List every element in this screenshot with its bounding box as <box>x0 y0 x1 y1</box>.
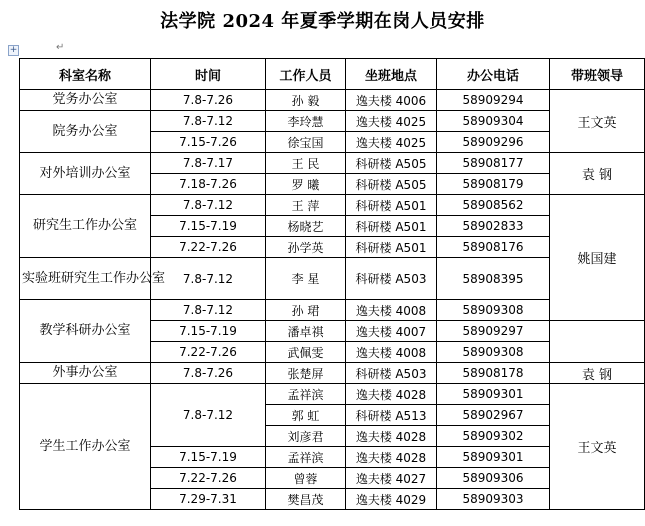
table-row <box>20 90 645 111</box>
time-cell: 7.18-7.26 <box>151 174 266 195</box>
phone-cell: 58908395 <box>437 258 550 300</box>
time-cell: 7.15-7.19 <box>151 216 266 237</box>
phone-cell: 58908177 <box>437 153 550 174</box>
table-row <box>20 153 645 174</box>
staff-cell: 王 萍 <box>266 195 346 216</box>
header-row <box>20 59 645 90</box>
phone-cell: 58909304 <box>437 111 550 132</box>
phone-cell: 58909306 <box>437 468 550 489</box>
dept-name: 外事办公室 <box>20 363 151 384</box>
dept-name: 研究生工作办公室 <box>20 195 151 258</box>
leader-cell: 袁 钢 <box>550 363 645 384</box>
header-location: 坐班地点 <box>346 59 437 90</box>
location-cell: 逸夫楼 4025 <box>346 111 437 132</box>
location-cell: 科研楼 A503 <box>346 258 437 300</box>
table-move-handle-icon[interactable]: + <box>9 45 18 55</box>
staff-cell: 杨晓艺 <box>266 216 346 237</box>
staff-cell: 武佩雯 <box>266 342 346 363</box>
location-cell: 逸夫楼 4029 <box>346 489 437 510</box>
header-staff: 工作人员 <box>266 59 346 90</box>
dept-name: 院务办公室 <box>20 111 151 153</box>
leader-cell: 王文英 <box>550 384 645 510</box>
staff-cell: 李 星 <box>266 258 346 300</box>
phone-cell: 58909308 <box>437 300 550 321</box>
location-cell: 科研楼 A505 <box>346 153 437 174</box>
time-cell: 7.15-7.19 <box>151 447 266 468</box>
phone-cell: 58908178 <box>437 363 550 384</box>
header-dept: 科室名称 <box>20 59 151 90</box>
time-cell: 7.8-7.17 <box>151 153 266 174</box>
dept-name: 党务办公室 <box>20 90 151 111</box>
header-phone: 办公电话 <box>437 59 550 90</box>
dept-name: 学生工作办公室 <box>20 384 151 510</box>
staff-cell: 樊昌茂 <box>266 489 346 510</box>
phone-cell: 58909308 <box>437 342 550 363</box>
location-cell: 逸夫楼 4028 <box>346 447 437 468</box>
time-cell: 7.8-7.12 <box>151 258 266 300</box>
header-time: 时间 <box>151 59 266 90</box>
staff-cell: 潘卓祺 <box>266 321 346 342</box>
staff-cell: 李玲慧 <box>266 111 346 132</box>
phone-cell: 58909294 <box>437 90 550 111</box>
location-cell: 科研楼 A501 <box>346 195 437 216</box>
time-cell: 7.8-7.12 <box>151 195 266 216</box>
staff-cell: 王 民 <box>266 153 346 174</box>
staff-cell: 孙学英 <box>266 237 346 258</box>
table-row <box>20 363 645 384</box>
time-cell: 7.15-7.19 <box>151 321 266 342</box>
staff-cell: 孟祥滨 <box>266 384 346 405</box>
location-cell: 科研楼 A501 <box>346 237 437 258</box>
table-row <box>20 195 645 216</box>
phone-cell: 58909303 <box>437 489 550 510</box>
dept-name: 对外培训办公室 <box>20 153 151 195</box>
phone-cell: 58908562 <box>437 195 550 216</box>
time-cell: 7.22-7.26 <box>151 237 266 258</box>
leader-cell: 姚国建 <box>550 195 645 321</box>
dept-name: 教学科研办公室 <box>20 300 151 363</box>
location-cell: 逸夫楼 4007 <box>346 321 437 342</box>
phone-cell: 58908179 <box>437 174 550 195</box>
location-cell: 科研楼 A505 <box>346 174 437 195</box>
time-cell: 7.8-7.12 <box>151 111 266 132</box>
time-cell: 7.8-7.26 <box>151 363 266 384</box>
document-title: 法学院 2024 年夏季学期在岗人员安排 <box>160 11 485 32</box>
time-cell: 7.22-7.26 <box>151 468 266 489</box>
duty-schedule-table <box>19 58 645 510</box>
phone-cell: 58902833 <box>437 216 550 237</box>
table-row <box>20 384 645 405</box>
staff-cell: 孙 珺 <box>266 300 346 321</box>
time-cell: 7.8-7.12 <box>151 384 266 447</box>
location-cell: 科研楼 A513 <box>346 405 437 426</box>
location-cell: 逸夫楼 4027 <box>346 468 437 489</box>
phone-cell: 58909296 <box>437 132 550 153</box>
location-cell: 科研楼 A501 <box>346 216 437 237</box>
location-cell: 逸夫楼 4006 <box>346 90 437 111</box>
staff-cell: 刘彦君 <box>266 426 346 447</box>
leader-cell: 袁 钢 <box>550 153 645 195</box>
phone-cell: 58908176 <box>437 237 550 258</box>
staff-cell: 罗 曦 <box>266 174 346 195</box>
time-cell: 7.29-7.31 <box>151 489 266 510</box>
location-cell: 科研楼 A503 <box>346 363 437 384</box>
location-cell: 逸夫楼 4008 <box>346 300 437 321</box>
phone-cell: 58909301 <box>437 447 550 468</box>
time-cell: 7.8-7.12 <box>151 300 266 321</box>
location-cell: 逸夫楼 4025 <box>346 132 437 153</box>
time-cell: 7.22-7.26 <box>151 342 266 363</box>
dept-name: 实验班研究生工作办公室 <box>20 258 151 300</box>
time-cell: 7.8-7.26 <box>151 90 266 111</box>
header-leader: 带班领导 <box>550 59 645 90</box>
phone-cell: 58909297 <box>437 321 550 342</box>
staff-cell: 孟祥滨 <box>266 447 346 468</box>
staff-cell: 郭 虹 <box>266 405 346 426</box>
leader-cell: 王文英 <box>550 90 645 153</box>
staff-cell: 张楚屏 <box>266 363 346 384</box>
time-cell: 7.15-7.26 <box>151 132 266 153</box>
phone-cell: 58909302 <box>437 426 550 447</box>
paragraph-mark-icon: ↵ <box>56 42 65 53</box>
staff-cell: 孙 毅 <box>266 90 346 111</box>
phone-cell: 58909301 <box>437 384 550 405</box>
location-cell: 逸夫楼 4028 <box>346 426 437 447</box>
staff-cell: 徐宝国 <box>266 132 346 153</box>
location-cell: 逸夫楼 4028 <box>346 384 437 405</box>
staff-cell: 曾蓉 <box>266 468 346 489</box>
location-cell: 逸夫楼 4008 <box>346 342 437 363</box>
phone-cell: 58902967 <box>437 405 550 426</box>
